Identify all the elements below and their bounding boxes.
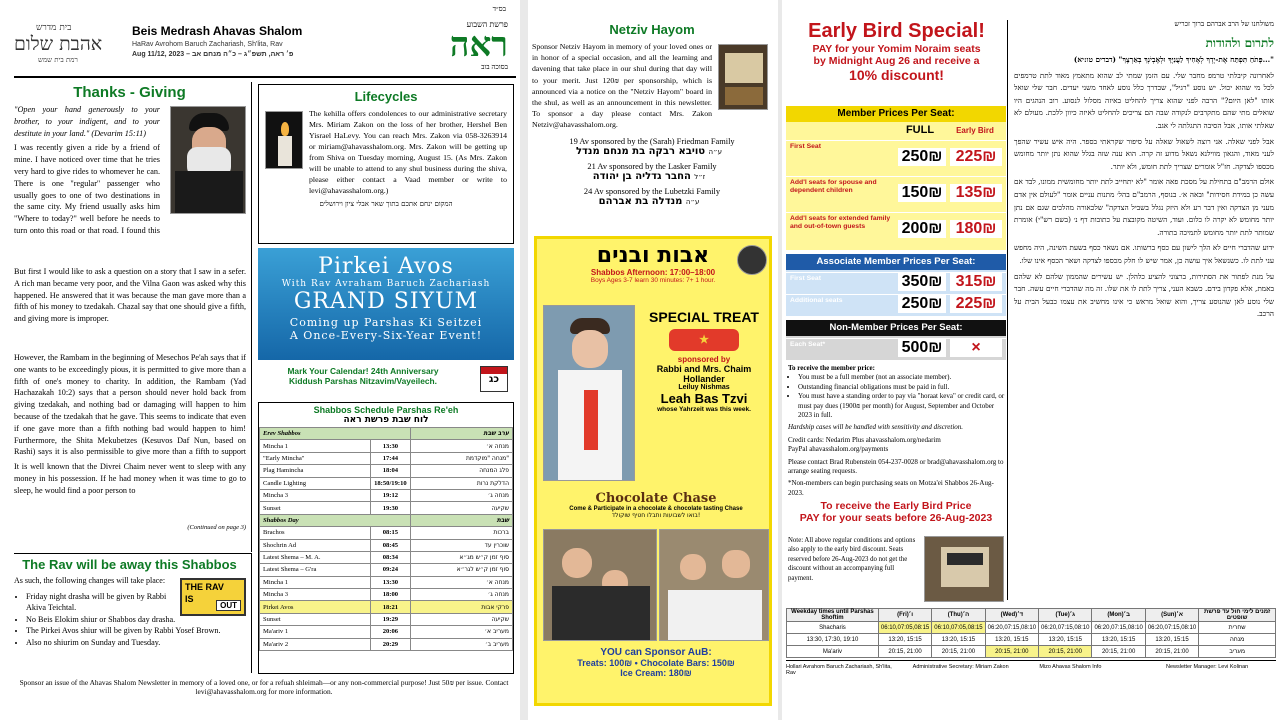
sponsor-tag: ז״ל xyxy=(694,172,706,181)
newsletter-page-3 xyxy=(782,0,1280,720)
list-item: • Friday night drasha will be given by Rabbi Akiva Teichtal. xyxy=(26,591,174,614)
lifecycles-title: Lifecycles xyxy=(354,89,418,104)
schedule-item-hebrew: הדלקת נרות xyxy=(410,477,512,489)
hebrew-quote: "...פָּתֹחַ תִּפְתַּח אֶת-יָדְךָ לְאָחִיךָ לַעֲנִיֶּךָ וּלְאֶבְיֹנְךָ בְּאַרְצֶךָ" (דברים טו:יא) xyxy=(1073,55,1274,64)
lifecycles-box xyxy=(258,84,514,244)
schedule-item-hebrew: מנחה "מוקדמת" xyxy=(410,452,512,464)
price-label: First Seat xyxy=(790,275,821,282)
zmanim-row xyxy=(787,646,1276,658)
article-quote: "Open your hand generously to your brother, to your indigent, and to your destitute in your land." (Devarim 15:11) xyxy=(14,105,160,138)
sponsor-line: 19 Av sponsored by the (Sarah) Friedman Family xyxy=(569,136,735,146)
page-gutter xyxy=(520,0,528,720)
schedule-row xyxy=(260,551,513,563)
article-paragraph: But first I would like to ask a question on a story that I saw in a sefer. A rich man became very poor, and the Vilna Gaon was asked why this happened. He answered that it was because the man gave more than a fifth of his money to tzedakah. Chazal say that one should give a fifth, and giving more is improper. xyxy=(14,267,246,324)
article-paragraph: It is well known that the Divrei Chaim never went to sleep with any money in his possession. If he had money when it was time to go to sleep, he would find a poor person to xyxy=(14,462,246,495)
rav-away-title: The Rav will be away this Shabbos xyxy=(22,557,237,572)
nishmas: Leiluy Nishmas xyxy=(678,384,730,391)
price-row xyxy=(786,272,1006,292)
hebrew-body xyxy=(1014,54,1274,321)
zmanim-cell: 06:10,07:05,08:15 xyxy=(932,622,985,634)
sponsor-name: מנדלה בת אברהם xyxy=(598,195,683,207)
schedule-row xyxy=(260,638,513,650)
schedule-item: Sunset xyxy=(260,502,371,514)
yahrzeit-note: whose Yahrzeit was this week. xyxy=(657,406,751,413)
member-title: Member Prices Per Seat: xyxy=(786,106,1006,122)
non-members-note: *Non-members can begin purchasing seats on Motza'ei Shabbos 26-Aug-2023. xyxy=(788,479,994,497)
schedule-group-row xyxy=(260,428,513,440)
price-row xyxy=(786,338,1006,358)
chase-hebrew: בואו לשבועות ותבלו חטיף שוקולד! xyxy=(611,512,701,519)
list-item: • Outstanding financial obligations must be paid in full. xyxy=(798,383,1006,392)
schedule-time: 08:45 xyxy=(370,539,410,551)
sign-out-text: OUT xyxy=(216,600,241,611)
thanks-giving-article xyxy=(14,82,252,552)
cta-title: To receive the Early Bird Price xyxy=(820,500,972,512)
chase-text: Come & Participate in a chocolate & chocolate tasting Chase xyxy=(569,506,743,512)
schedule-time: 18:00 xyxy=(370,589,410,601)
schedule-item-hebrew: שקיעה xyxy=(410,502,512,514)
article-paragraph: I was recently given a ride by a friend of mine. I have noticed over time that he tries very hard to give rides to whomever he can. There is one "regular" passenger who usually goes to one of two destinations in the same city. My friend usually asks him "Where to today?" well before he needs to turn onto this road or that road. I found this xyxy=(14,143,160,235)
special-treat-block xyxy=(639,309,769,413)
footer-contacts xyxy=(786,660,1276,700)
zmanim-cell: 20:15, 21:00 xyxy=(1145,646,1198,658)
schedule-item: Candle Lighting xyxy=(260,477,371,489)
father-son-photo xyxy=(543,529,657,641)
price-label: First Seat xyxy=(790,143,821,150)
schedule-item: Brachos xyxy=(260,527,371,539)
continued-note: (Continued on page 3) xyxy=(187,524,246,531)
schedule-item: Pirkei Avos xyxy=(260,601,371,613)
schedule-time: 09:24 xyxy=(370,564,410,576)
schedule-row xyxy=(260,626,513,638)
parsha-label: פרשת השבוע xyxy=(466,20,508,29)
sponsor-prices xyxy=(543,647,769,678)
hebrew-paragraph: ידוע שהדברי חיים לא הלך לישון עם כסף ברשותו. אם נשאר כסף בשעת השינה, היה מחפש עני לתת לו. כשנשאל איך עושה כן, אמר שיש לו חלק מכספו לצדקה ושאר הכסף אינו שלו. xyxy=(1014,243,1274,265)
zmanim-header-cell: (Sun)א׳ xyxy=(1145,609,1198,622)
price-row xyxy=(786,176,1006,210)
hebrew-paragraph: לאחרונה קיבלתי טרמפ מחבר שלי. עם הזמן שמתי לב שהוא מתאמץ מאוד לתת טרמפים לכל מי שהוא יכול. יש נוסע "רגיל", שבדרך כלל נוסע לאחד משני יעדים. חבר שלי שואל אותו "לאן היום?" הרבה לפני שהוא צריך להחליט באיזה מסלול לנסוע. רוב הנהגים היו שואלים מתי שהם מתקרבים לנקודה שבה הם צריכים להחליט לאיזה כיוון ללכת. מעולם לא שאלתי אותו, אבל הסיבה התגלתה לי אגב. xyxy=(1014,70,1274,130)
avos-title: אבות ובנים xyxy=(596,243,710,268)
schedule-title: Shabbos Schedule Parshas Re'eh xyxy=(313,405,459,415)
zmanim-cell: 13:20, 15:15 xyxy=(985,634,1038,646)
schedule-time: 20:06 xyxy=(370,626,410,638)
zmanim-cell: 20:15, 21:00 xyxy=(878,646,931,658)
price-early-bird: 135₪ xyxy=(950,184,1002,202)
deceased-name: Leah Bas Tzvi xyxy=(660,391,748,406)
zmanim-header-cell: (Wed)ד׳ xyxy=(985,609,1038,622)
price-row xyxy=(786,294,1006,314)
logo-sub-text: רמת בית שמש xyxy=(38,56,78,64)
schedule-item-hebrew: מנחה ג׳ xyxy=(410,589,512,601)
group-label: Shabbos Day xyxy=(260,514,411,526)
zmanim-cell: 13:20, 15:15 xyxy=(1145,634,1198,646)
zmanim-cell: 20:15, 21:00 xyxy=(932,646,985,658)
schedule-row xyxy=(260,613,513,625)
schedule-item: Mincha 1 xyxy=(260,576,371,588)
note-line: Kiddush Parshas Nitzavim/Vayeilech. xyxy=(288,376,438,386)
chase-title: Chocolate Chase xyxy=(595,491,717,506)
shabbos-schedule xyxy=(258,402,514,674)
schedule-item: Shochrin Ad xyxy=(260,539,371,551)
netziv-text: Sponsor Netziv Hayom in memory of your loved ones or in honor of a special occasion, and all the learning and davening that take place in our shul during that day will to your merit. Just 120₪ per sponsorship, which is announced via a notice on the "Netziv Hayom" board in the shul, as well as an announcement in this newsletter. To sponsor a day please contact Mrs. Zakon Netziv@ahavasshalom.org. xyxy=(532,42,712,130)
price-full: 200₪ xyxy=(898,220,946,238)
conditions-title: To receive the member price: xyxy=(788,364,875,372)
zmanim-header-cell: (Thu)ה׳ xyxy=(932,609,985,622)
zmanim-header-cell: (Tue)ג׳ xyxy=(1039,609,1092,622)
hardship-note: Hardship cases will be handled with sensitivity and discretion. xyxy=(788,423,964,432)
article-title: Thanks - Giving xyxy=(73,84,186,101)
price-early-bird: 180₪ xyxy=(950,220,1002,238)
schedule-item: Latest Shema – G'ra xyxy=(260,564,371,576)
zmanim-cell: 20:15, 21:00 xyxy=(1092,646,1145,658)
associate-prices-table xyxy=(786,254,1006,316)
price-label: Add'l seats for spouse and dependent children xyxy=(790,179,877,194)
footer-block: Newsletter Manager: Levi Kolinan xyxy=(1165,664,1249,670)
schedule-time: 19:30 xyxy=(370,502,410,514)
price-early-bird: 315₪ xyxy=(950,273,1002,291)
rabbi-photo xyxy=(170,106,246,214)
schedule-row xyxy=(260,440,513,452)
banner-line: With Rav Avraham Baruch Zachariash xyxy=(281,279,491,289)
schedule-item-hebrew: שקיעה xyxy=(410,613,512,625)
zmanim-row xyxy=(787,622,1276,634)
schedule-row xyxy=(260,477,513,489)
weekday-zmanim-table xyxy=(786,608,1276,658)
schedule-title-hebrew: לוח שבת פרשת ראה xyxy=(343,415,429,425)
early-bird-section xyxy=(786,20,1008,600)
schedule-item-hebrew: מעריב ב׳ xyxy=(410,638,512,650)
zmanim-header-cell: (Mon)ב׳ xyxy=(1092,609,1145,622)
parsha-name: ראה xyxy=(449,27,508,64)
price-label: Additional seats xyxy=(790,297,843,304)
contact-note: Please contact Brad Rubenstein 054-237-0028 or brad@ahavasshalom.org to arrange seating requests. xyxy=(788,457,1004,476)
non-member-prices-table xyxy=(786,320,1006,360)
logo-top-text: בית מדרש xyxy=(36,23,72,33)
zmanim-header-cell: (Fri)ו׳ xyxy=(878,609,931,622)
hebrew-paragraph: על מנת לפתור את הסתירות, ברצוני להציע כלהלן. יש עשירים שהממון שלהם לא שלהם באמת, אלא פקדון בידם. כשבא העני, צריך לתת לו את שלו. זה מה שהדברי חיים עשה. חבר שלי נוסע לאן שהנוסע צריך, והוא שואל מראש כי אינו מחשיב את עצמו כבעל הבית על הרכב. xyxy=(1014,271,1274,319)
zmanim-cell: 06:20,07:15,08:10 xyxy=(1039,622,1092,634)
anniversary-note xyxy=(258,366,514,396)
schedule-row xyxy=(260,564,513,576)
schedule-time: 13:30 xyxy=(370,440,410,452)
schedule-item: Mincha 3 xyxy=(260,589,371,601)
price-line: Treats: 100₪ • Chocolate Bars: 150₪ xyxy=(577,658,735,668)
col-full-label: FULL xyxy=(905,124,935,136)
price-line: Ice Cream: 180₪ xyxy=(620,668,692,678)
condolence-hebrew: המקום ינחם אתכם בתוך שאר אבלי ציון וירושלים xyxy=(319,200,453,208)
sponsor-names: Rabbi and Mrs. Chaim Hollander xyxy=(656,364,752,384)
schedule-time: 19:29 xyxy=(370,613,410,625)
zmanim-cell: 13:20, 15:15 xyxy=(1092,634,1145,646)
schedule-time: 08:15 xyxy=(370,527,410,539)
member-prices-table xyxy=(786,106,1006,250)
note-line: Mark Your Calendar! 24th Anniversary xyxy=(287,366,439,376)
sponsor-entry xyxy=(532,187,772,207)
masthead-hebrew-logo xyxy=(14,22,102,64)
candy-logo: ★ xyxy=(669,329,739,351)
group-label-hebrew: ערב שבת xyxy=(410,428,512,440)
sponsor-list xyxy=(532,137,772,207)
price-early-bird: × xyxy=(950,339,1002,357)
list-item: • You must be a full member (not an associate member). xyxy=(798,373,1006,382)
schedule-time: 13:30 xyxy=(370,576,410,588)
schedule-item-hebrew: מנחה א׳ xyxy=(410,440,512,452)
newsletter-page-1 xyxy=(0,0,520,720)
footer-block: Mizo Ahavas Shalom Info xyxy=(1039,664,1102,670)
avos-ages: Boys Ages 3-7 learn 30 minutes: 7+ 1 hour. xyxy=(590,277,716,284)
zmanim-cell: 06:20,07:15,08:10 xyxy=(1145,622,1198,634)
schedule-time: 18:04 xyxy=(370,465,410,477)
zmanim-header-row xyxy=(787,609,1276,622)
early-bird-cta xyxy=(786,500,1006,524)
learning-photo xyxy=(659,529,769,641)
early-bird-title: Early Bird Special! xyxy=(808,20,985,42)
sponsor-hebrew-name xyxy=(532,196,772,207)
schedule-item: Latest Shema – M. A. xyxy=(260,551,371,563)
sponsored-by: sponsored by xyxy=(677,355,731,364)
price-early-bird: 225₪ xyxy=(950,148,1002,166)
schedule-row xyxy=(260,601,513,613)
avos-ubanim-ad xyxy=(534,236,772,706)
group-label: Erev Shabbos xyxy=(260,428,411,440)
parsha-block xyxy=(450,20,508,71)
schedule-row xyxy=(260,452,513,464)
hebrew-header: משולחנו של הרב אברהם ברוך זכריש xyxy=(1174,20,1274,28)
price-full: 350₪ xyxy=(898,273,946,291)
hebrew-paragraph: אבל לפני שאלה. אני רוצה לשאול שאלה על סיפור שקראתי בספר. היה איש עשיר שהפך לעני מאוד, והגאון מווילנא נשאל מדוע זה קרה. הוא ענה שזה בגלל שהוא נתן יותר מחומש מכספו לצדקה. חז"ל אומרים שצריך לתת חומש, ולא יותר. xyxy=(1014,136,1274,171)
issue-date: Aug 11/12, 2023 – פ׳ ראה, תשפ״ג – כ״ה מנחם אב xyxy=(132,51,294,58)
sponsor-name: החבר גדליה בן יהודה xyxy=(592,170,691,182)
banner-line: Coming up Parshas Ki Seitzei xyxy=(289,316,483,329)
schedule-item-hebrew: ברכות xyxy=(410,527,512,539)
col-eb-label: Early Bird xyxy=(956,126,994,135)
schedule-row xyxy=(260,576,513,588)
zmanim-header-cell: Weekday times until Parshas Shoftim xyxy=(787,609,879,622)
zmanim-cell: 06:20,07:15,08:10 xyxy=(985,622,1038,634)
zmanim-cell: 13:20, 15:15 xyxy=(878,634,931,646)
footer-sponsor-note: Sponsor an issue of the Ahavas Shalom Newsletter in memory of a loved one, or for a refuah shleimah—or any non-commercial purpose! Just 50₪ per issue. Contact levi@ahavasshalom.org for more information. xyxy=(19,678,509,696)
boy-photo xyxy=(543,305,635,481)
schedule-item-hebrew: פלג המנחה xyxy=(410,465,512,477)
schedule-row xyxy=(260,502,513,514)
member-conditions xyxy=(788,364,1006,498)
price-line: YOU can Sponsor AuB: xyxy=(600,647,712,658)
rav-subtitle: HaRav Avrohom Baruch Zachariash, Sh'lita, Rav xyxy=(132,41,283,48)
schedule-time: 18:21 xyxy=(370,601,410,613)
lifecycles-text: The kehilla offers condolences to our administrative secretary Mrs. Miriam Zakon on the loss of her brother, Hershel Ben Yisrael HaLevy. You can reach Mrs. Zakon via 058-3263914 or miriam@ahavasshalom.org. Mrs. Zakon will be getting up from Shiva on Tuesday morning, August 15. (As Mrs. Zakon will be unable to attend to any shul business during the shiva, please either contact a Vaad member or write to levi@ahavasshalom.org.) xyxy=(309,109,507,195)
price-label: Each Seat* xyxy=(790,341,826,348)
schedule-item: "Early Mincha" xyxy=(260,452,371,464)
candle-photo xyxy=(265,111,303,169)
footer-block: Administrative Secretary: Miriam Zakon xyxy=(912,664,1009,670)
schedule-time: 19:12 xyxy=(370,489,410,501)
credit-card-link[interactable]: Credit cards: Nedarim Plus ahavasshalom.org/nedarim xyxy=(788,435,941,444)
list-item: • No Beis Elokim shiur or Shabbos day drasha. xyxy=(26,614,245,626)
sponsor-entry xyxy=(532,137,772,157)
logo-main-text: אהבת שלום xyxy=(14,33,103,55)
price-full: 250₪ xyxy=(898,295,946,313)
rav-away-intro: As such, the following changes will take place: xyxy=(14,576,166,585)
schedule-item-hebrew: סוף זמן ק״ש מג״א xyxy=(410,551,512,563)
early-bird-note: Note: All above regular conditions and options also apply to the early bird discount. Seats reserved before 26-Aug-2023 do not get the discount without an accompanying full payment. xyxy=(788,537,916,582)
masthead-title-block xyxy=(132,24,302,58)
rav-away-section xyxy=(14,553,252,673)
hebrew-article xyxy=(1014,20,1274,602)
rabbi-portrait xyxy=(737,245,767,275)
zmanim-cell: 13:20, 15:15 xyxy=(932,634,985,646)
schedule-time: 18:50/19:10 xyxy=(370,477,410,489)
banner-line: A Once-Every-Six-Year Event! xyxy=(289,329,483,342)
schedule-row xyxy=(260,489,513,501)
hebrew-title: לתרום ולהודות xyxy=(1205,36,1274,50)
schedule-table xyxy=(259,427,513,651)
schedule-item: Sunset xyxy=(260,613,371,625)
banner-line: GRAND SIYUM xyxy=(293,289,479,314)
article-body-lower xyxy=(14,266,246,537)
list-item: • Also no shiurim on Sunday and Tuesday. xyxy=(26,637,245,649)
schedule-row xyxy=(260,465,513,477)
sign-text: IS xyxy=(185,594,194,604)
non-member-title: Non-Member Prices Per Seat: xyxy=(786,320,1006,336)
schedule-item-hebrew: פרקי אבות xyxy=(410,601,512,613)
price-row xyxy=(786,140,1006,174)
seat-photo xyxy=(924,536,1004,602)
price-row xyxy=(786,212,1006,246)
sponsor-tag: ע״ה xyxy=(708,147,722,156)
schedule-item: Mincha 3 xyxy=(260,489,371,501)
list-item: • You must have a standing order to pay via "horaat keva" or credit card, or must pay dues (1900₪ per month) for August, September and October 2023 in full. xyxy=(798,392,1006,420)
schedule-time: 20:29 xyxy=(370,638,410,650)
newsletter-title: Beis Medrash Ahavas Shalom xyxy=(132,24,303,38)
hebrew-paragraph: אולם הרמב"ם בתחילת על מסכת פאה אומר "לא יתחייב לתת יותר מחומשית ממונו, לבד אם עשה כן במידת חסידות" ובאה א׳. בנוסף, הרמב"ם בהל׳ מתנות עניים אומר "לעולם אין אדם מעני מן הצדקה ואין דבר רע ולא היזק נגלל בשביל הצדקה" שלכאורה מהלכים שגם אם נתן יותר מחומש לא יקרה לו כלום. ועוד, השיטה מקובצת על כתובות דף נ׳ (בשם רש"י) אומרת שמותר לתת יותר מחומש לתמיכה בתורה. xyxy=(1014,177,1274,237)
zmanim-header-cell: זמנים לימי חול עד פרשת שופטים xyxy=(1199,609,1276,622)
avos-time: Shabbos Afternoon: 17:00–18:00 xyxy=(590,268,716,277)
schedule-time: 08:34 xyxy=(370,551,410,563)
schedule-row xyxy=(260,589,513,601)
masthead xyxy=(14,5,516,78)
price-full: 500₪ xyxy=(898,339,946,357)
cta-sub: PAY for your seats before 26-Aug-2023 xyxy=(799,512,993,524)
zmanim-cell: 13:30, 17:30, 19:10 xyxy=(787,634,879,646)
zmanim-row xyxy=(787,634,1276,646)
zmanim-cell: 20:15, 21:00 xyxy=(985,646,1038,658)
sign-text: THE RAV xyxy=(185,582,224,592)
sponsor-entry xyxy=(532,162,772,182)
price-label: Add'l seats for extended family and out-of-town guests xyxy=(790,215,891,230)
schedule-row xyxy=(260,527,513,539)
early-bird-discount: 10% discount! xyxy=(849,67,944,83)
price-early-bird: 225₪ xyxy=(950,295,1002,313)
treat-title: SPECIAL TREAT xyxy=(649,309,759,325)
zmanim-cell: מנחה xyxy=(1199,634,1276,646)
schedule-item-hebrew: סוף זמן ק״ש לגר״א xyxy=(410,564,512,576)
sponsor-hebrew-name xyxy=(532,171,772,182)
schedule-item-hebrew: מעריב א׳ xyxy=(410,626,512,638)
conditions-list xyxy=(798,373,1006,420)
price-full: 150₪ xyxy=(898,184,946,202)
list-item: • The Pirkei Avos shiur will be given by Rabbi Yosef Brown. xyxy=(26,625,245,637)
schedule-group-row xyxy=(260,514,513,526)
schedule-item: Ma'ariv 2 xyxy=(260,638,371,650)
newsletter-page-2 xyxy=(528,0,778,720)
banner-line: Pirkei Avos xyxy=(318,254,454,279)
price-full: 250₪ xyxy=(898,148,946,166)
zmanim-cell: 06:10,07:05,08:15 xyxy=(878,622,931,634)
group-label-hebrew: שבת xyxy=(410,514,512,526)
netziv-title: Netziv Hayom xyxy=(609,22,695,37)
calendar-icon: כג xyxy=(480,366,508,392)
schedule-item-hebrew: מנחה ג׳ xyxy=(410,489,512,501)
sponsor-line: 24 Av sponsored by the Lubetzki Family xyxy=(583,186,721,196)
netziv-board-photo xyxy=(718,44,768,110)
netziv-hayom-section xyxy=(532,22,772,232)
schedule-row xyxy=(260,539,513,551)
schedule-item: Mincha 1 xyxy=(260,440,371,452)
pirkei-avos-banner xyxy=(258,248,514,360)
sponsor-name: טויבא רבקה בת מנחם מנדל xyxy=(575,145,706,157)
schedule-item: Plag Hamincha xyxy=(260,465,371,477)
chocolate-chase-block xyxy=(543,491,769,519)
zmanim-cell: שחרית xyxy=(1199,622,1276,634)
zmanim-cell: 06:20,07:15,08:10 xyxy=(1092,622,1145,634)
paypal-link[interactable]: PayPal ahavasshalom.org/payments xyxy=(788,445,889,454)
zmanim-cell: 13:20, 15:15 xyxy=(1039,634,1092,646)
issue-tag: בס״ד xyxy=(492,5,506,13)
sponsor-line: 21 Av sponsored by the Lasker Family xyxy=(587,161,717,171)
rav-out-sign xyxy=(180,578,246,616)
schedule-item-hebrew: מנחה א׳ xyxy=(410,576,512,588)
associate-title: Associate Member Prices Per Seat: xyxy=(786,254,1006,270)
schedule-time: 17:44 xyxy=(370,452,410,464)
zmanim-cell: מעריב xyxy=(1199,646,1276,658)
sponsor-hebrew-name xyxy=(532,146,772,157)
early-bird-sub: by Midnight Aug 26 and receive a xyxy=(813,55,980,67)
early-bird-sub: PAY for your Yomim Noraim seats xyxy=(812,43,981,55)
sponsor-tag: ע״ה xyxy=(685,197,700,206)
footer-block: Hollari Avrahom Baruch Zachariash, Sh'lita, Rav xyxy=(786,664,892,676)
zmanim-cell: 20:15, 21:00 xyxy=(1039,646,1092,658)
zmanim-cell: Shacharis xyxy=(787,622,879,634)
schedule-item: Ma'ariv 1 xyxy=(260,626,371,638)
zmanim-cell: Ma'ariv xyxy=(787,646,879,658)
schedule-item-hebrew: שוכרין עד xyxy=(410,539,512,551)
parsha-sub: בסוכה בוב xyxy=(481,63,508,71)
article-paragraph: However, the Rambam in the beginning of Mesechos Pe'ah says that if one wants to be exceedingly pious, it is permitted to give more than a fifth of one's money to charity. In addition, the Rambam (Yad Hachazakah 10:2) says that a person should never hold back from giving tzedakah, and nothing bad or damaging will happen to him because of the tzedakah that he gave. This seems to indicate that even if one gave more than a fifth nothing bad would happen to him! Furthermore, the Shita Mekubetzes (Kesuvos Daf Nun, based on Rashi) says it is also permissible to give more than a fifth to support xyxy=(14,353,246,457)
